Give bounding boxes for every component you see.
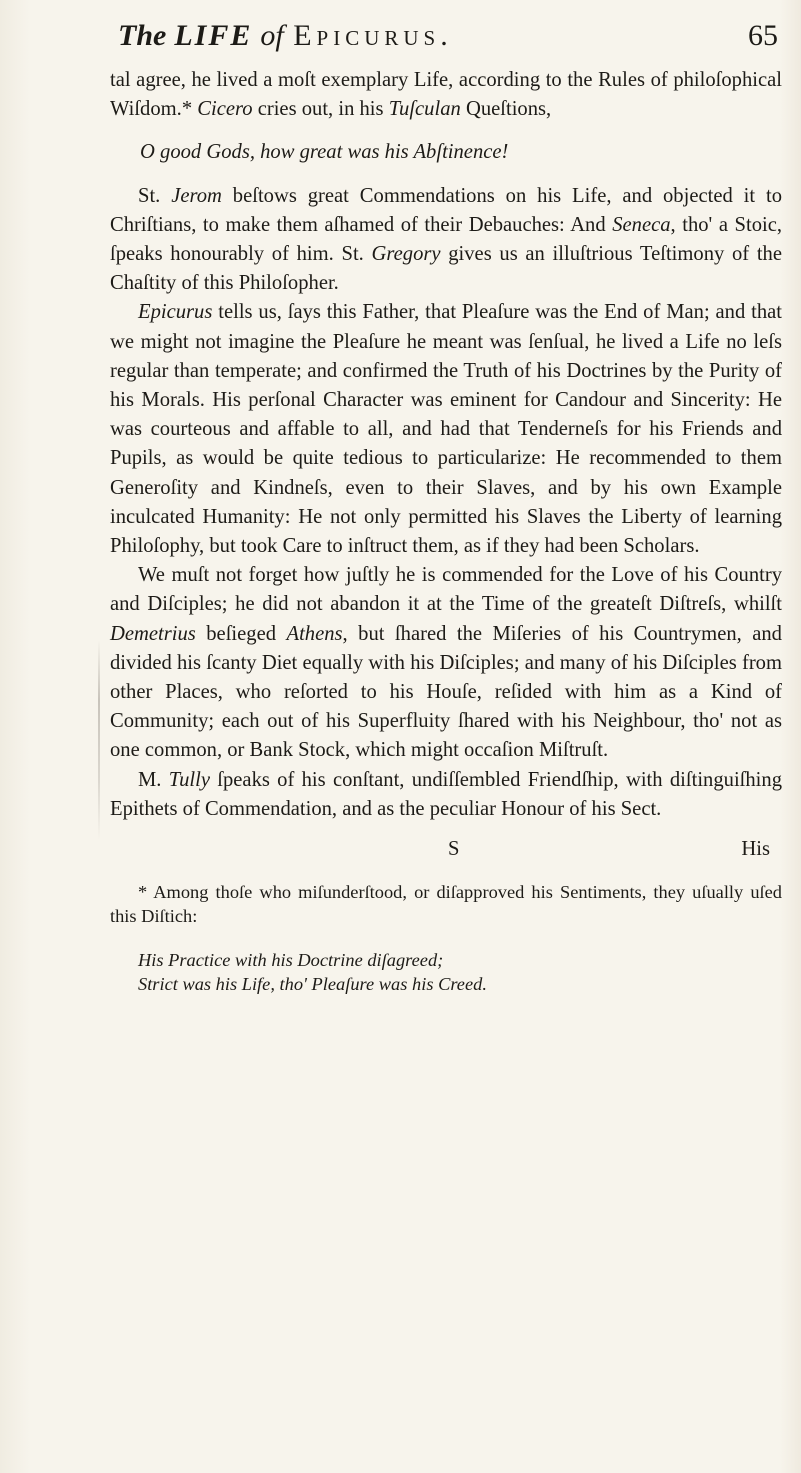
p5-text-a: M.	[138, 768, 169, 791]
footnote-verse-2: Strict was his Life, tho' Pleaſure was his Creed.	[138, 974, 487, 994]
footnote	[110, 880, 782, 996]
header-name: Epicurus.	[293, 19, 453, 52]
running-header	[118, 12, 778, 60]
p4-text-b: beſieged	[195, 622, 287, 645]
p4-text-a: We muſt not forget how juſtly he is commended for the Love of his Country and Diſciples; he did not abandon it at the Time of the greateſt Diſtreſs, whilſt	[110, 564, 782, 616]
footnote-verse-1: His Practice with his Doctrine diſagreed;	[138, 950, 444, 970]
p2-text-a: St.	[138, 184, 172, 207]
main-text	[110, 66, 782, 824]
p1-cicero: Cicero	[197, 98, 253, 121]
catchline	[110, 834, 782, 864]
p1-text-a: tal agree, he lived a moſt exemplary Life, according to the Rules of philoſophical Wiſdom.*	[110, 69, 782, 121]
p5-tully: Tully	[168, 768, 210, 791]
footnote-text: * Among thoſe who miſunderſtood, or diſapproved his Sentiments, they uſually uſed this Diſtich:	[110, 882, 782, 926]
margin-shadow	[98, 640, 100, 840]
p2-jerom: Jerom	[171, 184, 222, 207]
p2-seneca: Seneca	[612, 213, 671, 236]
header-the: The	[118, 19, 167, 52]
p1-tusculan: Tuſculan	[388, 98, 461, 121]
paragraph-5	[110, 766, 782, 824]
p3-text-a: tells us, ſays this Father, that Pleaſure was the End of Man; and that we might not imagine the Pleaſure he meant was ſenſual, he lived a Life no leſs regular than temperate; and confirmed the Truth of his Doctrines by the Purity of his Morals. His perſonal Character was eminent for Candour and Sincerity: He was courteous and affable to all, and had that Tenderneſs for his Friends and Pupils, as would be quite tedious to particularize: He recommended to them Generoſity and Kindneſs, even to their Slaves, and by his own Example inculcated Humanity: He not only permitted his Slaves the Liberty of learning Philoſophy, but took Care to inſtruct them, as if they had been Scholars.	[110, 301, 782, 558]
paragraph-3	[110, 298, 782, 561]
p4-athens: Athens	[286, 622, 343, 645]
p2-text-d: gives us an illuſtrious Teſtimony of the Chaſtity of this Philoſopher.	[110, 243, 782, 295]
header-life: LIFE	[174, 19, 253, 52]
paragraph-4	[110, 561, 782, 765]
p4-demetrius: Demetrius	[110, 622, 196, 645]
catchword: His	[741, 838, 770, 860]
p5-text-b: ſpeaks of his conſtant, undiſſembled Friendſhip, with diſtinguiſhing Epithets of Commendation, and as the peculiar Honour of his Sect.	[110, 768, 782, 820]
p2-text-b: beſtows great Commendations on his Life, and objected it to Chriſtians, to make them aſhamed of their Debauches: And	[110, 184, 782, 236]
quotation: O good Gods, how great was his Abſtinence!	[140, 141, 509, 164]
header-of: of	[260, 19, 284, 52]
signature-mark: S	[448, 838, 460, 860]
paragraph-2	[110, 182, 782, 299]
p2-text-c: , tho' a Stoic, ſpeaks honourably of him. St.	[110, 213, 782, 266]
p4-text-c: , but ſhared the Miſeries of his Countrymen, and divided his ſcanty Diet equally with his Diſciples; and many of his Diſciples from other Places, who reſorted to his Houſe, reſided with him as a Kind of Community; each out of his Superfluity ſhared with his Neighbour, tho' not as one common, or Bank Stock, which might occaſion Miſtruſt.	[110, 622, 782, 762]
paragraph-1	[110, 66, 782, 124]
p1-text-c: Queſtions,	[460, 98, 552, 121]
p2-gregory: Gregory	[371, 243, 441, 266]
page-number: 65	[748, 19, 778, 52]
p1-text-b: cries out, in his	[252, 98, 389, 121]
p3-epicurus: Epicurus	[138, 301, 213, 324]
